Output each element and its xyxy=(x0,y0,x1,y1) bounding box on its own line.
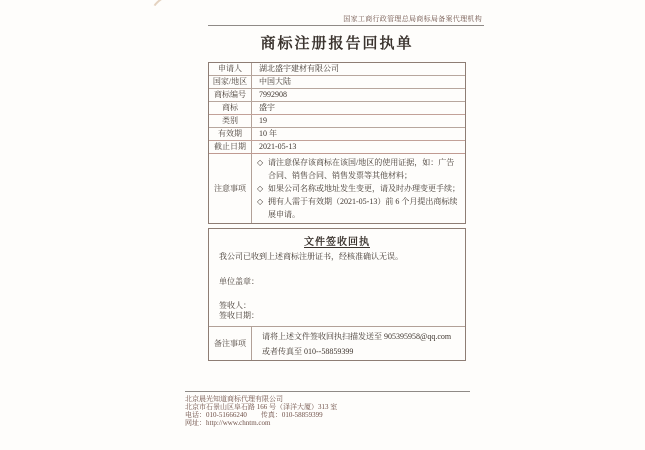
row-label: 国家/地区 xyxy=(209,76,252,88)
header-rule xyxy=(208,25,484,26)
table-row xyxy=(209,140,465,153)
remark-row xyxy=(209,326,465,360)
row-label: 申请人 xyxy=(209,63,252,75)
note-item xyxy=(257,156,462,182)
receipt-table xyxy=(208,228,466,361)
table-row xyxy=(209,75,465,88)
note-item xyxy=(257,195,462,221)
row-value: 盛宇 xyxy=(259,103,275,112)
row-label: 有效期 xyxy=(209,128,252,140)
diamond-bullet-icon: ◇ xyxy=(257,184,264,193)
scan-artifact xyxy=(146,0,203,31)
remark-line-fax: 或者传真至 010--58859399 xyxy=(262,347,354,356)
table-row xyxy=(209,114,465,127)
row-value: 10 年 xyxy=(259,129,277,138)
row-value: 湖北盛宇建材有限公司 xyxy=(259,64,339,73)
row-value: 7992908 xyxy=(259,90,287,99)
remark-content xyxy=(252,327,465,360)
note-text: 请注意保存该商标在该国/地区的使用证据，如：广告合同、销售合同、销售发票等其他材料； xyxy=(268,158,455,180)
signature-lines xyxy=(219,301,465,321)
table-row xyxy=(209,88,465,101)
signer-label: 签收人： xyxy=(219,301,251,310)
diamond-bullet-icon: ◇ xyxy=(257,197,264,206)
footer-address: 北京市石景山区阜石路 166 号（泽洋大厦）313 室 xyxy=(185,403,338,411)
remark-line-email: 请将上述文件签收回执扫描发送至 905395958@qq.com xyxy=(262,332,452,341)
note-text: 拥有人需于有效期（2021-05-13）前 6 个月提出商标续展申请。 xyxy=(268,197,458,219)
sign-date-label: 签收日期： xyxy=(219,311,259,320)
receipt-statement: 我公司已收到上述商标注册证书，经核准确认无误。 xyxy=(219,252,403,261)
footer-fax: 传真：010-58859399 xyxy=(260,411,323,419)
remark-label: 备注事项 xyxy=(209,327,252,360)
table-row xyxy=(209,63,465,75)
note-text: 如果公司名称或地址发生变更，请及时办理变更手续； xyxy=(268,184,460,193)
page-title: 商标注册报告回执单 xyxy=(260,36,414,52)
row-label: 商标 xyxy=(209,102,252,114)
agency-footer xyxy=(185,391,470,427)
footer-company: 北京晨光知道商标代理有限公司 xyxy=(185,395,283,403)
row-value: 中国大陆 xyxy=(259,77,291,86)
footer-website: 网址：http://www.chntm.com xyxy=(185,419,271,427)
notes-content xyxy=(252,154,465,223)
trademark-info-table xyxy=(208,62,466,224)
receipt-section-title: 文件签收回执 xyxy=(304,237,370,248)
table-row xyxy=(209,101,465,114)
footer-phone: 电话：010-51666240 xyxy=(185,411,247,419)
row-label: 截止日期 xyxy=(209,141,252,153)
notes-label: 注意事项 xyxy=(209,154,252,223)
row-value: 2021-05-13 xyxy=(259,142,297,151)
notes-row xyxy=(209,153,465,223)
agency-registration-note: 国家工商行政管理总局商标局备案代理机构 xyxy=(343,15,482,23)
receipt-main-cell xyxy=(209,233,465,326)
footer-contact xyxy=(185,411,470,419)
company-stamp-label: 单位盖章： xyxy=(219,277,259,286)
row-label: 商标编号 xyxy=(209,89,252,101)
row-label: 类别 xyxy=(209,115,252,127)
row-value: 19 xyxy=(259,116,267,125)
diamond-bullet-icon: ◇ xyxy=(257,158,264,167)
note-item xyxy=(257,182,462,195)
table-row xyxy=(209,127,465,140)
